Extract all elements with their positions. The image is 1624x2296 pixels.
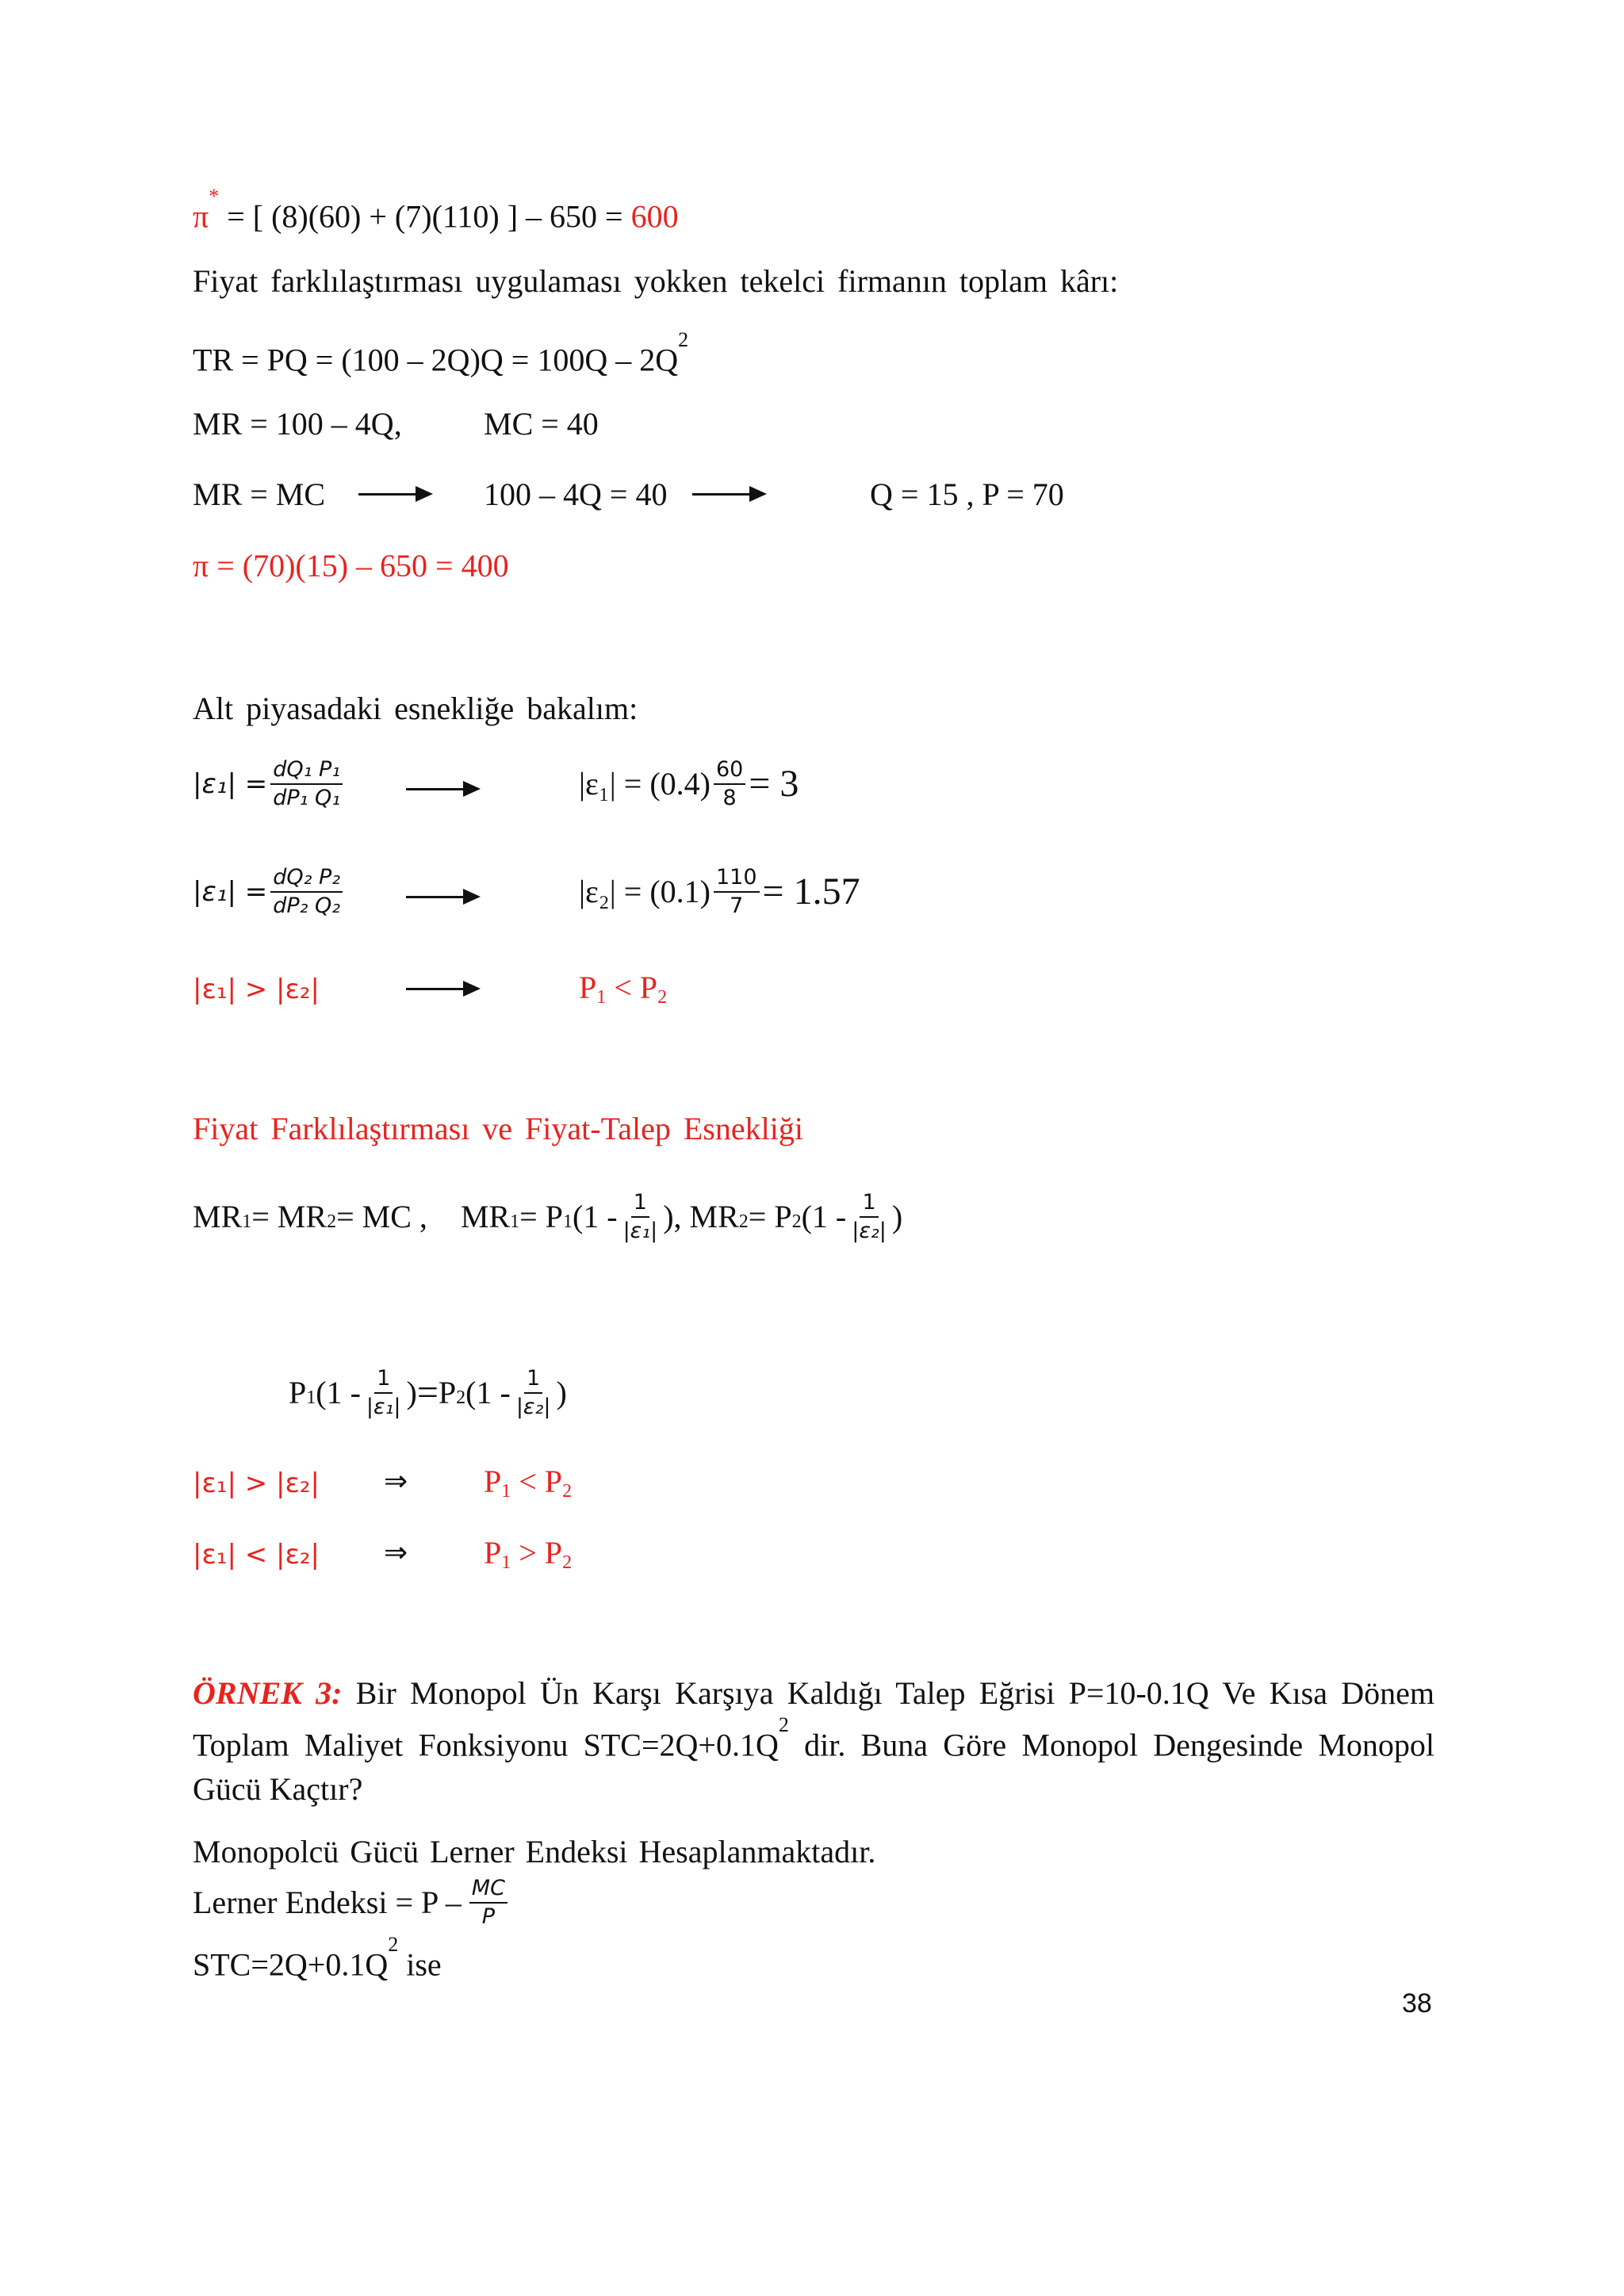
paren-open: (1 - [572,1199,618,1234]
right-arrow-icon [406,788,477,790]
fraction-denominator: |ε₁| [622,1219,658,1243]
equilibrium-equation [289,1365,567,1421]
tr-text: TR = PQ = (100 – 2Q)Q = 100Q – 2Q [193,342,679,378]
elasticity-result-2: = 1.57 [762,871,860,913]
elasticity-value-1 [579,756,799,812]
solve-equation: 100 – 4Q = 40 [484,476,668,512]
price-comparison [579,969,667,1012]
elasticity-abs-1: |ε₁| = [193,768,268,800]
profit-no-discrimination [193,547,509,585]
fraction-numerator: 1 [631,1189,649,1218]
elasticity-formula-2 [193,864,346,920]
sub: 1 [501,1552,511,1573]
fraction-denominator: dP₂ Q₂ [273,894,341,918]
derivative-fraction-1 [270,756,343,812]
paren-close: ) [891,1199,903,1234]
rule-2-rhs [484,1534,572,1577]
rule-1-lhs [193,1463,320,1502]
fraction-numerator: dQ₁ P₁ [270,756,343,785]
elasticity-value-2 [579,864,860,920]
rule-2-lhs [193,1534,320,1574]
fraction-denominator: 8 [722,786,737,810]
profit-result: 600 [630,198,679,235]
stc-exponent: 2 [388,1933,399,1956]
derivative-fraction-2 [270,864,343,920]
elasticity-heading: Alt piyasadaki esnekliğe bakalım: [193,691,638,726]
p-text: P [438,1375,457,1410]
tr-exponent: 2 [678,328,689,351]
sub: 1 [510,1211,520,1232]
comparison-lhs: |ε₁| > |ε₂| [193,974,320,1005]
lerner-formula [193,1875,511,1931]
sub: 2 [327,1211,337,1232]
fraction-denominator: |ε₂| [515,1395,551,1419]
inverse-elasticity-2 [514,1365,553,1421]
fraction-denominator: dP₁ Q₁ [273,786,341,810]
mr-equals-mc: MR = MC [193,476,326,512]
fraction-denominator: |ε₁| [366,1395,401,1419]
inverse-elasticity-1 [364,1365,404,1421]
sub: 2 [738,1211,749,1232]
stc-line [193,1933,442,1984]
fraction-denominator: P [481,1904,495,1929]
mr-text: , MR [673,1199,739,1234]
sub-2: 2 [657,987,668,1008]
profit-equation [193,185,679,235]
elasticity-calc-1: |ε₁| = (0.4) [579,766,710,802]
sub: 2 [791,1211,802,1232]
sub: 1 [306,1387,316,1408]
stc-tail: ise [398,1946,442,1983]
sub-1: 1 [596,987,607,1008]
fraction-denominator: 7 [730,894,744,918]
p-text: = P [519,1199,563,1234]
fraction-numerator: 60 [714,756,745,785]
section-heading: Fiyat Farklılaştırması ve Fiyat-Talep Esnekliği [193,1111,803,1146]
rule-lhs-text: |ε₁| > |ε₂| [193,1468,320,1499]
paragraph-monopoly-profit: Fiyat farklılaştırması uygulaması yokken tekelci firmanın toplam kârı: [193,263,1119,299]
stc-text: STC=2Q+0.1Q [193,1946,389,1983]
fraction-numerator: 110 [714,864,760,893]
inverse-elasticity-1 [621,1189,661,1245]
example-exponent: 2 [778,1713,789,1736]
sub: 1 [501,1481,511,1502]
mr-text: MR [193,1199,243,1234]
p-text: = P [748,1199,792,1234]
equals-sign: = [416,1372,439,1414]
right-arrow-icon [406,896,477,898]
example-question: dir. Buna Göre Monopol Dengesinde Monopol Gücü Kaçtır? [193,1727,1434,1808]
fraction-denominator: |ε₂| [852,1219,887,1243]
implies-icon: ⇒ [384,1465,408,1498]
example-text: Bir Monopol Ün Karşı Karşıya Kaldığı Talep Eğrisi P=10-0.1Q Ve Kısa Dönem Toplam Maliyet Fonksiyonu STC=2Q+0.1Q [193,1675,1434,1763]
inverse-elasticity-2 [849,1189,889,1245]
fraction-numerator: 1 [524,1365,542,1394]
paren-close: ) [406,1375,417,1410]
sub: 1 [562,1211,573,1232]
mr-mc-equality [193,1189,902,1245]
mc-text: = MC , [336,1199,427,1234]
elasticity-result-1: = 3 [749,763,799,805]
lerner-intro: Monopolcü Gücü Lerner Endeksi Hesaplanmaktadır. [193,1834,876,1869]
p-text: P [484,1535,502,1571]
elasticity-calc-2: |ε₂| = (0.1) [579,874,710,909]
fraction-numerator: MC [469,1875,508,1904]
right-arrow-icon [406,988,477,990]
profit-expression: = [ (8)(60) + (7)(110) ] – 650 = [219,198,631,235]
elasticity-comparison [193,969,320,1008]
page-number: 38 [1402,1988,1432,2019]
lerner-text: Lerner Endeksi = P – [193,1885,462,1920]
mr-text: MR [460,1199,511,1234]
op-text: > P [511,1535,563,1571]
solution-values: Q = 15 , P = 70 [870,476,1064,512]
elasticity-formula-1 [193,756,346,812]
example-3-paragraph [193,1671,1434,1812]
implies-icon: ⇒ [384,1536,408,1569]
rule-lhs-text: |ε₁| < |ε₂| [193,1539,320,1571]
right-arrow-icon [692,493,764,496]
rule-1-rhs [484,1463,572,1506]
p-text: P [484,1464,502,1499]
paren-close: ) [663,1199,674,1234]
price-p: P [579,970,597,1005]
p-text: P [289,1375,307,1410]
mr-text: = MR [251,1199,327,1234]
value-fraction-1 [714,756,745,812]
paren-open: (1 - [801,1199,847,1234]
lerner-fraction [469,1875,508,1931]
op-text: < P [511,1464,563,1499]
paren-open: (1 - [316,1375,361,1410]
pi-star: * [209,185,220,208]
fraction-numerator: 1 [860,1189,878,1218]
elasticity-abs-2: |ε₁| = [193,876,268,908]
fraction-numerator: dQ₂ P₂ [270,864,343,893]
right-arrow-icon [358,493,430,496]
sub: 2 [562,1552,573,1573]
profit-text: π = (70)(15) – 650 = [193,548,462,584]
pi-symbol: π [193,198,209,235]
value-fraction-2 [714,864,760,920]
mc-equation: MC = 40 [484,406,599,442]
paren-open: (1 - [465,1375,511,1410]
sub: 2 [562,1481,573,1502]
paren-close: ) [556,1375,567,1410]
sub: 1 [242,1211,252,1232]
sub: 2 [456,1387,466,1408]
profit-value: 400 [461,548,509,584]
price-op: < P [606,970,658,1005]
mr-equation: MR = 100 – 4Q, [193,406,402,442]
example-label: ÖRNEK 3: [193,1675,343,1711]
fraction-numerator: 1 [374,1365,393,1394]
tr-equation [193,328,689,379]
